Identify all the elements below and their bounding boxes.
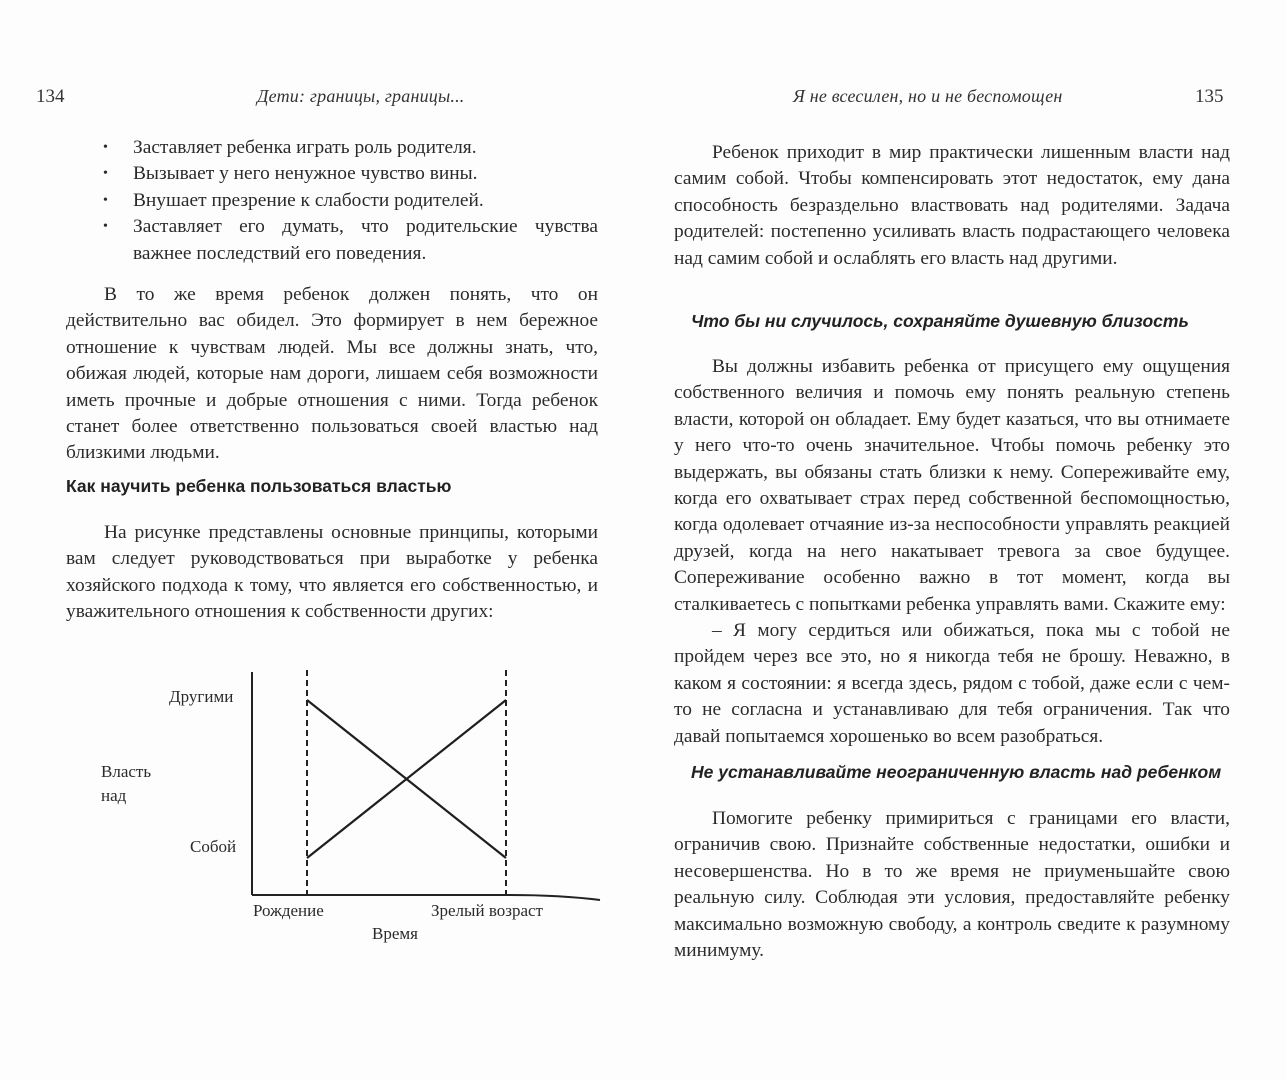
bullet-item: • Заставляет его думать, что родительские чувства важнее последствий его поведения. [103, 216, 598, 264]
section-heading: Что бы ни случилось, сохраняйте душевную близость [691, 311, 1189, 331]
y-tick-label-others: Другими [169, 687, 234, 706]
y-axis-label: Власть над [101, 762, 152, 805]
running-head: Я не всесилен, но и не беспомощен [793, 86, 1063, 106]
x-axis-label: Время [372, 924, 418, 943]
x-tick-label-birth: Рождение [253, 901, 324, 920]
running-head: Дети: границы, границы... [257, 86, 465, 106]
bullet-icon: • [103, 219, 108, 235]
page-number: 134 [36, 86, 65, 107]
section-heading: Не устанавливайте неограниченную власть над ребенком [691, 762, 1222, 782]
left-page [0, 0, 643, 1080]
y-tick-label-self: Собой [190, 837, 237, 856]
section-heading: Как научить ребенка пользоваться властью [66, 476, 452, 496]
x-tick-label-adulthood: Зрелый возраст [431, 901, 543, 920]
body-paragraph: Помогите ребенку примириться с границами его власти, ограничив свою. Признайте собственные недостатки, ошибки и несовершенства. Но в то же время не приуменьшайте свою реальную силу. Соблюдая эти условия, предоставляйте ребенку максимально возможную свободу, а контроль сведите к разумному минимуму. [674, 808, 1230, 962]
bullet-item: • Внушает презрение к слабости родителей. [103, 188, 598, 214]
bullet-icon: • [103, 192, 108, 208]
bullet-icon: • [103, 140, 108, 155]
x-axis [252, 895, 600, 900]
bullet-icon: • [103, 166, 108, 182]
page-number: 135 [1195, 86, 1224, 107]
bullet-item: • Заставляет ребенка играть роль родителя. [103, 135, 598, 161]
body-paragraph: В то же время ребенок должен понять, что он действительно вас обидел. Это формирует в нем бережное отношение к чувствам людей. Мы все должны знать, что, обижая людей, которые нам дороги, лишаем себя возможности иметь прочные и добрые отношения с ними. Тогда ребенок станет более ответственно пользоваться своей властью над близкими людьми. [66, 284, 598, 464]
power-over-time-chart [80, 650, 620, 960]
body-paragraph: Ребенок приходит в мир практически лишенным власти над самим собой. Чтобы компенсировать этот недостаток, ему дана способность безраздельно властвовать над родителями. Задача родителей: постепенно усиливать власть подрастающего человека над самим собой и ослаблять его власть над другими. [674, 142, 1230, 269]
right-page [643, 0, 1287, 1080]
body-paragraph: Вы должны избавить ребенка от присущего ему ощущения собственного величия и помочь ему понять реальную степень власти, которой он обладает. Ему будет казаться, что вы отнимаете у него что-то очень значительное. Чтобы помочь ребенку это выдержать, вы обязаны стать близки к нему. Сопереживайте ему, когда его охватывает страх перед собственной беспомощностью, когда одолевает отчаяние из-за неспособности управлять реакцией друзей, когда на него накатывает тревога за свое будущее. Сопереживание особенно важно в тот момент, когда вы сталкиваетесь с попытками ребенка управлять вами. Скажите ему: – Я могу сердиться или обижаться, пока мы с тобой не пройдем через все это, но я никогда тебя не брошу. Неважно, в каком я состоянии: я всегда здесь, рядом с тобой, даже если с чем-то не согласна и устанавливаю для тебя ограничения. Так что давай попытаемся хорошенько во всем разобраться. [674, 356, 1230, 747]
body-paragraph: На рисунке представлены основные принципы, которыми вам следует руководствоваться при выработке у ребенка хозяйского подхода к тому, что является его собственностью, и уважительного отношения к собственности других: [66, 522, 598, 623]
bullet-item: • Вызывает у него ненужное чувство вины. [103, 161, 598, 187]
bullet-list [103, 135, 598, 267]
